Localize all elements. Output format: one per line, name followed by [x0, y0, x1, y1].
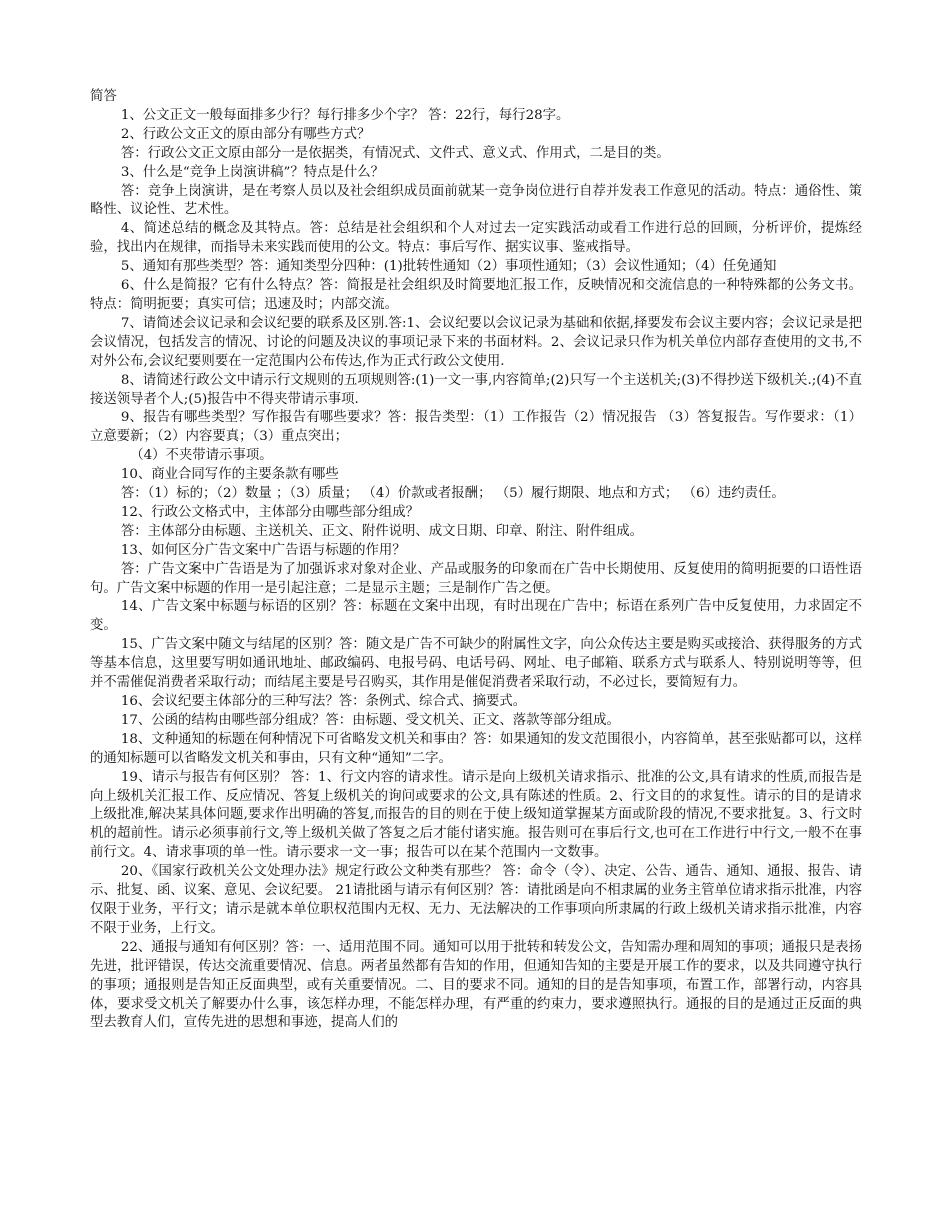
paragraph-q9: 9、报告有哪些类型？写作报告有哪些要求？答：报告类型：（1）工作报告（2）情况报告 （3）答复报告。写作要求：（1）立意要新；（2）内容要真；（3）重点突出；: [90, 410, 862, 445]
paragraph-q8: 8、请简述行政公文中请示行文规则的五项规则答:(1)一文一事,内容简单;(2)只写一个主送机关;(3)不得抄送下级机关.;(4)不直接送领导者个人;(5)报告中不得夹带请示事项.: [90, 372, 862, 407]
paragraph-q20: 20、《国家行政机关公文处理办法》规定行政公文种类有那些？ 答：命令（令）、决定、公告、通告、通知、通报、报告、请示、批复、函、议案、意见、会议纪要。 21请批函与请示有何区别？答：请批函是向不相隶属的业务主管单位请求指示批准，内容仅限于业务，平行文；请示是就本单位职权范围内无权、无力、无法解决的工作事项向所隶属的行政上级机关请求指示批准，内容不限于业务，上行文。: [90, 864, 862, 936]
paragraph-q2: 2、行政公文正文的原由部分有哪些方式？: [120, 126, 371, 142]
paragraph-q1: 1、公文正文一般每面排多少行？每行排多少个字？ 答：22行，每行28字。: [120, 107, 570, 123]
paragraph-a10: 答：（1）标的；（2）数量 ；（3）质量； （4）价款或者报酬； （5）履行期限、地点和方式； （6）违约责任。: [120, 486, 785, 502]
paragraph-q12: 12、行政公文格式中，主体部分由哪些部分组成？: [120, 504, 420, 520]
paragraph-q14: 14、广告文案中标题与标语的区别？答：标题在文案中出现，有时出现在广告中；标语在系列广告中反复使用，力求固定不变。: [90, 599, 862, 634]
paragraph-q9-cont: （4）不夹带请示事项。: [130, 448, 273, 464]
paragraph-q10: 10、商业合同写作的主要条款有哪些: [120, 467, 339, 483]
paragraph-q7: 7、请简述会议记录和会议纪要的联系及区别.答:1、会议纪要以会议记录为基础和依据,择要发布会议主要内容；会议记录是把会议情况，包括发言的情况、讨论的问题及决议的事项记录下来的书面材料。2、会议记录只作为机关单位内部存查使用的文书,不对外公布,会议纪要则要在一定范围内公布传达,作为正式行政公文使用.: [90, 315, 862, 369]
paragraph-a12: 答：主体部分由标题、主送机关、正文、附件说明、成文日期、印章、附注、附件组成。: [120, 523, 644, 539]
paragraph-q17: 17、公函的结构由哪些部分组成？答：由标题、受文机关、正文、落款等部分组成。: [120, 712, 620, 728]
paragraph-q15: 15、广告文案中随文与结尾的区别？答：随文是广告不可缺少的附属性文字，向公众传达主要是购买或接洽、获得服务的方式等基本信息，这里要写明如通讯地址、邮政编码、电报号码、电话号码、网址、电子邮箱、联系方式与联系人、特别说明等等，但并不需催促消费者采取行动；而结尾主要是号召购买，其作用是催促消费者采取行动，不必过长，要简短有力。: [90, 637, 862, 691]
paragraph-q6: 6、什么是简报？它有什么特点？答：简报是社会组织及时简要地汇报工作，反映情况和交流信息的一种特殊都的公务文书。特点：简明扼要；真实可信；迅速及时；内部交流。: [90, 278, 862, 312]
paragraph-q13: 13、如何区分广告文案中广告语与标题的作用？: [120, 542, 406, 558]
paragraph-q16: 16、会议纪要主体部分的三种写法？答：条例式、综合式、摘要式。: [120, 694, 527, 709]
document-heading: 简答: [90, 89, 117, 104]
paragraph-q3: 3、什么是“竞争上岗演讲稿”？特点是什么？: [120, 164, 385, 180]
paragraph-a13: 答：广告文案中广告语是为了加强诉求对象对企业、产品或服务的印象而在广告中长期使用、反复使用的简明扼要的口语性语句。广告文案中标题的作用一是引起注意；二是显示主题；三是制作广告之便。: [90, 561, 862, 596]
paragraph-a2: 答：行政公文正文原由部分一是依据类，有情况式、文件式、意义式、作用式，二是目的类。: [120, 145, 670, 161]
paragraph-q22: 22、通报与通知有何区别？答：一、适用范围不同。通知可以用于批转和转发公文，告知需办理和周知的事项；通报只是表扬先进，批评错误，传达交流重要情况、信息。两者虽然都有告知的作用，但通知告知的主要是开展工作的要求，以及共同遵守执行的事项；通报则是告知正反面典型，或有关重要情况。二、目的要求不同。通知的目的是告知事项，布置工作，部署行动，内容具体，要求受文机关了解要办什么事，该怎样办理，不能怎样办理，有严重的约束力，要求遵照执行。通报的目的是通过正反面的典型去教育人们，宣传先进的思想和事迹，提高人们的: [90, 939, 862, 1031]
paragraph-q18: 18、文种通知的标题在何种情况下可省略发文机关和事由？答：如果通知的发文范围很小，内容简单，甚至张贴都可以，这样的通知标题可以省略发文机关和事由，只有文种“通知”二字。: [90, 731, 862, 766]
paragraph-a3: 答：竞争上岗演讲，是在考察人员以及社会组织成员面前就某一竞争岗位进行自荐并发表工作意见的活动。特点：通俗性、策略性、议论性、艺术性。: [90, 183, 862, 218]
paragraph-q4: 4、简述总结的概念及其特点。答：总结是社会组织和个人对过去一定实践活动或看工作进行总的回顾，分析评价，提炼经验，找出内在规律，而指导未来实践而使用的公文。特点：事后写作、据实议事、鉴戒指导。: [90, 221, 862, 256]
paragraph-q5: 5、通知有那些类型？答：通知类型分四种：(1)批转性通知（2）事项性通知；（3）会议性通知；（4）任免通知: [120, 259, 777, 275]
document-body: [90, 88, 862, 1033]
paragraph-q19: 19、请示与报告有何区别？ 答：1、行文内容的请求性。请示是向上级机关请求指示、批准的公文,具有请求的性质,而报告是向上级机关汇报工作、反应情况、答复上级机关的询问或要求的公文,具有陈述的性质。2、行文目的的求复性。请示的目的是请求上级批准,解决某具体问题,要求作出明确的答复,而报告的目的则在于使上级知道掌握某方面或阶段的情况,不要求批复。3、行文时机的超前性。请示必须事前行文,等上级机关做了答复之后才能付诸实施。报告则可在事后行文,也可在工作进行中行文,一般不在事前行文。4、请求事项的单一性。请示要求一文一事；报告可以在某个范围内一文数事。: [90, 769, 862, 861]
